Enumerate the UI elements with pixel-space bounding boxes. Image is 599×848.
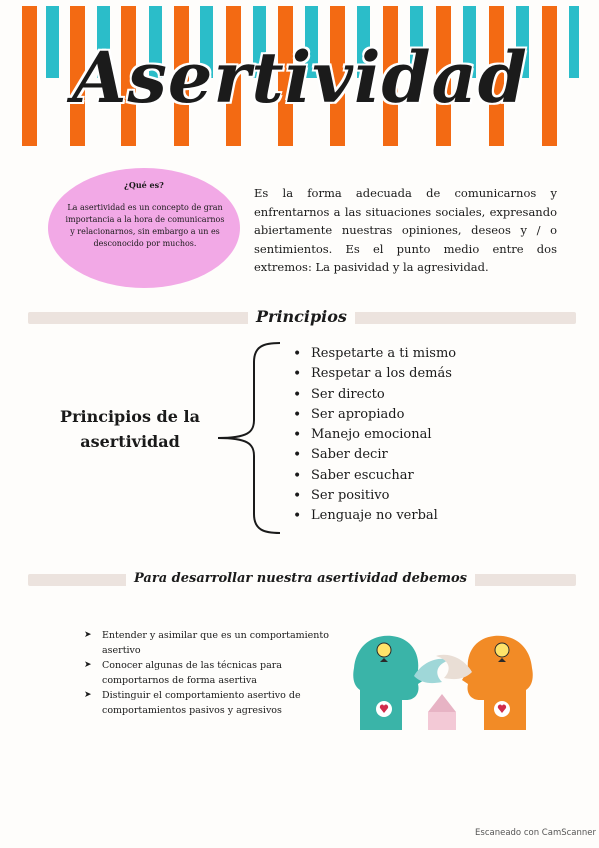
- speech-bubble-icon: [436, 655, 472, 679]
- list-item: [84, 658, 344, 688]
- stripe-orange: [22, 6, 37, 146]
- definition-text: Es la forma adecuada de comunicarnos y enfrentarnos a las situaciones sociales, expresando abiertamente nuestras opiniones, deseos y / o sentimientos. Es el punto medio entre dos extremos: La pasividad y la agresividad.: [254, 186, 557, 274]
- list-item-text: Distinguir el comportamiento asertivo de comportamientos pasivos y agresivos: [102, 690, 301, 716]
- arrow-bullet-icon: ➤: [84, 660, 92, 670]
- arrow-bullet-icon: ➤: [84, 690, 92, 700]
- list-item: • Saber escuchar: [293, 466, 456, 486]
- stripe-teal: [46, 6, 59, 78]
- develop-list: [84, 628, 344, 718]
- stripe-orange: [542, 6, 557, 146]
- list-item: [84, 628, 344, 658]
- principles-heading: Principios de la asertividad: [60, 407, 200, 451]
- list-item: • Respetar a los demás: [293, 364, 456, 384]
- list-item: [84, 688, 344, 718]
- list-item: • Respetarte a ti mismo: [293, 344, 456, 364]
- speech-bubble-icon: [414, 659, 450, 683]
- list-item: • Lenguaje no verbal: [293, 506, 456, 526]
- list-item-text: Entender y asimilar que es un comportamiento asertivo: [102, 630, 329, 656]
- bubble-text: La asertividad es un concepto de gran importancia a la hora de comunicarnos y relacionarnos, sin embargo a un es desconocido por muchos.: [65, 203, 225, 248]
- list-item: • Ser positivo: [293, 486, 456, 506]
- page-title: Asertividad: [72, 36, 528, 119]
- list-item: • Ser apropiado: [293, 405, 456, 425]
- list-item: • Ser directo: [293, 385, 456, 405]
- scanner-watermark: Escaneado con CamScanner: [475, 828, 596, 838]
- arrow-bullet-icon: ➤: [84, 630, 92, 640]
- list-item-text: Conocer algunas de las técnicas para comportarnos de forma asertiva: [102, 660, 282, 686]
- envelope-icon: [428, 694, 456, 712]
- list-item: • Manejo emocional: [293, 425, 456, 445]
- principles-list: [293, 344, 456, 527]
- stripe-teal: [569, 6, 579, 78]
- list-item: • Saber decir: [293, 445, 456, 465]
- section-title-principles: Principios: [248, 304, 355, 330]
- communication-illustration: [350, 612, 536, 734]
- section-title-develop: Para desarrollar nuestra asertividad debemos: [126, 566, 475, 592]
- bubble-title: ¿Qué es?: [124, 180, 164, 190]
- curly-brace-icon: [214, 340, 284, 536]
